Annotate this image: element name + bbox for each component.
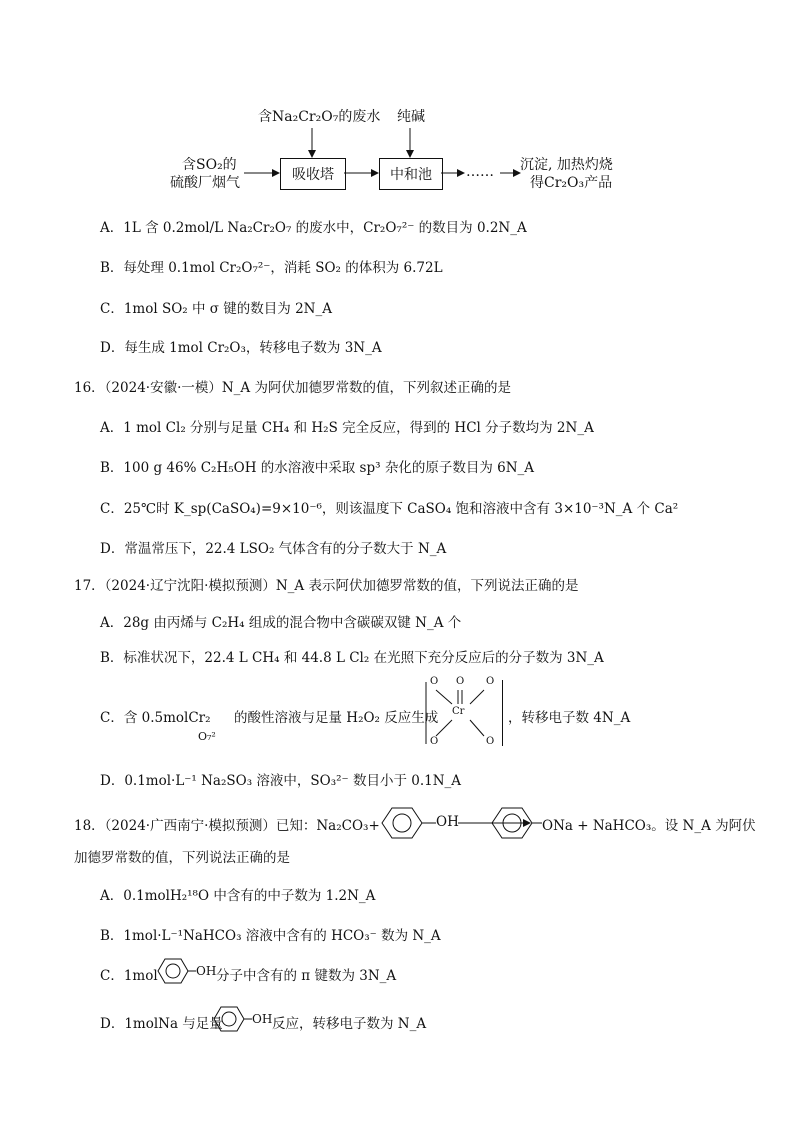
q15-option-b: B．每处理 0.1mol Cr₂O₇²⁻，消耗 SO₂ 的体积为 6.72L: [100, 260, 443, 276]
q18-option-c-benzene-ring: [158, 958, 188, 984]
q15-option-c: C．1mol SO₂ 中 σ 键的数目为 2N_A: [100, 301, 332, 317]
cro5-cr: Cr: [452, 706, 465, 717]
flow-left-input-line1: 含SO₂的: [182, 157, 237, 173]
q16-stem: 16．（2024·安徽·一模）N_A 为阿伏加德罗常数的值，下列叙述正确的是: [74, 380, 511, 396]
flow-output-line1: 沉淀, 加热灼烧: [520, 157, 613, 173]
q18-option-d-benzene-ring: [214, 1006, 244, 1032]
q17-stem: 17．（2024·辽宁沈阳·模拟预测）N_A 表示阿伏加德罗常数的值，下列说法正确的是: [74, 578, 579, 594]
q18-option-d-part1: D．1molNa 与足量: [100, 1016, 223, 1032]
q17-option-a: A．28g 由丙烯与 C₂H₄ 组成的混合物中含碳碳双键 N_A 个: [100, 615, 462, 631]
q17-option-c-part3: ，转移电子数 4N_A: [508, 710, 631, 726]
q15-option-d: D．每生成 1mol Cr₂O₃，转移电子数为 3N_A: [100, 340, 382, 356]
q18-option-c-bond: [188, 969, 196, 973]
q17-option-c-dichromate-subline: O₇²: [198, 730, 216, 743]
cro5-o-top-center: O: [456, 676, 465, 687]
cro5-o-bottom-right: O: [486, 736, 495, 747]
cro5-o-top-left: O: [430, 676, 439, 687]
flow-top-input-wastewater: 含Na₂Cr₂O₇的废水: [258, 109, 381, 125]
q15-option-a: A．1L 含 0.2mol/L Na₂Cr₂O₇ 的废水中，Cr₂O₇²⁻ 的数目为 0.2N_A: [100, 220, 527, 236]
q18-option-c-part1: C．1mol: [100, 968, 158, 984]
q18-option-a: A．0.1molH₂¹⁸O 中含有的中子数为 1.2N_A: [100, 888, 376, 904]
q18-stem-line2: 加德罗常数的值，下列说法正确的是: [74, 850, 290, 866]
flow-box-neutralization-tank: 中和池: [379, 158, 443, 190]
q18-stem-benzene-ring-1: [382, 806, 422, 840]
q16-option-a: A．1 mol Cl₂ 分别与足量 CH₄ 和 H₂S 完全反应，得到的 HCl 分子数均为 2N_A: [100, 420, 594, 436]
cro5-structure: [424, 676, 504, 750]
q16-option-b: B．100 g 46% C₂H₅OH 的水溶液中采取 sp³ 杂化的原子数目为 6N_A: [100, 460, 535, 476]
flow-top-input-soda: 纯碱: [397, 109, 425, 125]
q18-option-d-oh: OH: [252, 1012, 273, 1026]
q18-option-c-oh: OH: [196, 964, 217, 978]
q18-stem-part1: 18．（2024·广西南宁·模拟预测）已知：Na₂CO₃+: [74, 818, 380, 834]
q18-stem-ona: ONa + NaHCO₃。设 N_A 为阿伏: [542, 818, 756, 834]
q17-option-c-part1: C．含 0.5molCr₂: [100, 710, 211, 726]
q18-stem-bond-2: [532, 821, 542, 825]
q17-option-b: B．标准状况下，22.4 L CH₄ 和 44.8 L Cl₂ 在光照下充分反应后的分子数为 3N_A: [100, 650, 604, 666]
flow-left-input-line2: 硫酸厂烟气: [170, 175, 240, 191]
q18-option-c-part2: 分子中含有的 π 键数为 3N_A: [216, 968, 397, 984]
q17-option-d: D．0.1mol·L⁻¹ Na₂SO₃ 溶液中，SO₃²⁻ 数目小于 0.1N_A: [100, 773, 462, 789]
q16-option-d: D．常温常压下，22.4 LSO₂ 气体含有的分子数大于 N_A: [100, 541, 447, 557]
q17-option-c-part2: 的酸性溶液与足量 H₂O₂ 反应生成: [234, 710, 439, 726]
q18-option-d-part2: 反应，转移电子数为 N_A: [272, 1016, 427, 1032]
flow-output-line2: 得Cr₂O₃产品: [530, 175, 613, 191]
q16-option-c: C．25℃时 K_sp(CaSO₄)=9×10⁻⁶，则该温度下 CaSO₄ 饱和溶液中含有 3×10⁻³N_A 个 Ca²: [100, 501, 679, 517]
flow-box-absorption-tower: 吸收塔: [280, 158, 346, 190]
cro5-o-top-right: O: [486, 676, 495, 687]
q18-stem-benzene-ring-2: [492, 806, 532, 840]
flow-arrows: [0, 0, 800, 200]
q18-stem-oh: OH: [436, 814, 459, 830]
flow-ellipsis: ……: [466, 164, 494, 180]
cro5-o-bottom-left: O: [430, 736, 439, 747]
q18-option-b: B．1mol·L⁻¹NaHCO₃ 溶液中含有的 HCO₃⁻ 数为 N_A: [100, 928, 441, 944]
q18-stem-bond-1: [422, 821, 436, 825]
cro5-right-bracket: [502, 680, 503, 746]
q18-option-d-bond: [244, 1017, 252, 1021]
